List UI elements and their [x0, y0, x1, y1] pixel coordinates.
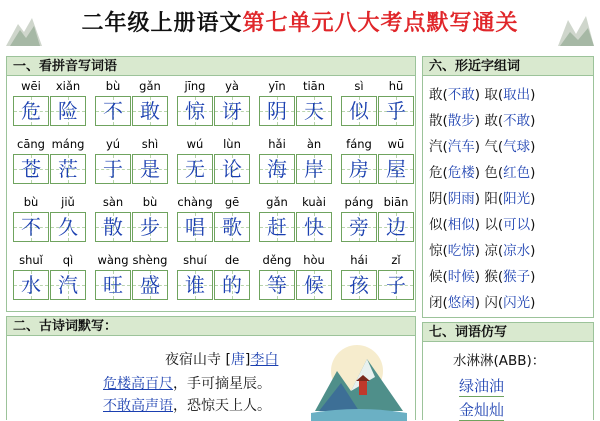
writing-grid-cell [50, 154, 86, 184]
pinyin-section [6, 56, 416, 312]
poem-author: 李白 [250, 352, 279, 368]
writing-grid-cell [132, 154, 168, 184]
written-character: 险 [58, 99, 78, 123]
written-character: 快 [304, 215, 324, 239]
pinyin-syllable: shuǐ [19, 253, 43, 267]
written-character: 茫 [58, 157, 78, 181]
answer-word: 闪光 [503, 295, 531, 311]
writing-grid-cell [95, 212, 131, 242]
writing-grid-cell [95, 154, 131, 184]
answer-word: 散步 [447, 113, 475, 129]
answer-word: 悠闲 [447, 295, 475, 311]
writing-grid-cell [13, 96, 49, 126]
poem-line [103, 395, 271, 415]
pinyin-syllable: shuí [183, 253, 207, 267]
written-character: 汽 [58, 273, 78, 297]
poem-heading: 夜宿山寺 [唐]李白 [165, 352, 279, 368]
written-character: 久 [58, 215, 78, 239]
writing-grid-cell [132, 212, 168, 242]
answer-word: 相似 [447, 217, 475, 233]
pinyin-syllable: biān [383, 195, 409, 209]
writing-grid-cell [378, 96, 414, 126]
written-character: 唱 [185, 215, 205, 239]
written-character: 海 [267, 157, 287, 181]
answer-word: 猴子 [503, 269, 531, 285]
poem-title: 夜宿山寺 [165, 352, 221, 368]
written-character: 乎 [386, 99, 406, 123]
writing-grid-cell [177, 154, 213, 184]
written-character: 苍 [21, 157, 41, 181]
pinyin-syllable: qì [62, 253, 74, 267]
pinyin-syllable: hái [350, 253, 368, 267]
poem-fill: 不敢高声语 [103, 398, 173, 414]
pinyin-syllable: kuài [302, 195, 326, 209]
pinyin-syllable: zǐ [391, 253, 401, 267]
char-pair-row: 敢(不敢) 取(取出) [429, 87, 536, 103]
written-character: 谁 [185, 273, 205, 297]
char-pair-row: 惊(吃惊) 凉(凉水) [429, 243, 536, 259]
poem-dynasty: 唐 [230, 352, 245, 368]
written-character: 论 [222, 157, 242, 181]
written-character: 水 [21, 273, 41, 297]
pinyin-syllable: yú [105, 137, 121, 151]
pinyin-syllable: hǎi [268, 137, 286, 151]
written-character: 无 [185, 157, 205, 181]
written-character: 房 [349, 157, 369, 181]
written-character: 盛 [140, 273, 160, 297]
answer-word: 时候 [447, 269, 475, 285]
answer-word: 阳光 [503, 191, 531, 207]
writing-grid-cell [341, 96, 377, 126]
pinyin-syllable: jiǔ [61, 195, 75, 209]
writing-grid-cell [378, 154, 414, 184]
answer-word: 不敢 [447, 87, 475, 103]
written-character: 是 [140, 157, 160, 181]
base-character: 敢 [484, 113, 498, 129]
writing-grid-cell [214, 270, 250, 300]
pinyin-syllable: hū [388, 79, 404, 93]
base-character: 以 [484, 217, 498, 233]
written-character: 似 [349, 99, 369, 123]
char-pair-row: 汽(汽车) 气(气球) [429, 139, 536, 155]
writing-grid-cell [13, 270, 49, 300]
writing-grid-cell [296, 212, 332, 242]
base-character: 闭 [429, 295, 443, 311]
writing-grid-cell [378, 212, 414, 242]
base-character: 凉 [484, 243, 498, 259]
base-character: 色 [484, 165, 498, 181]
writing-grid-cell [296, 96, 332, 126]
writing-grid-cell [50, 96, 86, 126]
written-character: 等 [267, 273, 287, 297]
page-title [0, 6, 600, 37]
char-pair-row: 候(时候) 猴(猴子) [429, 269, 536, 285]
written-character: 的 [222, 273, 242, 297]
writing-grid-cell [341, 212, 377, 242]
base-character: 散 [429, 113, 443, 129]
written-character: 不 [21, 215, 41, 239]
pinyin-section-title: 一、看拼音写词语 [6, 56, 416, 76]
written-character: 候 [304, 273, 324, 297]
pinyin-syllable: wū [387, 137, 405, 151]
char-pair-row: 似(相似) 以(可以) [429, 217, 536, 233]
answer-word: 红色 [503, 165, 531, 181]
poem-rest: ，恐惊天上人。 [173, 398, 271, 414]
writing-grid-cell [132, 96, 168, 126]
writing-grid-cell [214, 212, 250, 242]
pinyin-syllable: tiān [302, 79, 326, 93]
writing-grid-cell [214, 154, 250, 184]
pinyin-syllable: wú [186, 137, 204, 151]
pinyin-syllable: cāng [17, 137, 45, 151]
written-character: 于 [103, 157, 123, 181]
answer-word: 气球 [503, 139, 531, 155]
pinyin-syllable: bù [105, 79, 121, 93]
writing-grid-cell [296, 270, 332, 300]
pinyin-syllable: jīng [184, 79, 206, 93]
writing-grid-cell [177, 212, 213, 242]
written-character: 危 [21, 99, 41, 123]
base-character: 气 [484, 139, 498, 155]
header [0, 0, 600, 54]
pinyin-syllable: wēi [21, 79, 41, 93]
written-character: 孩 [349, 273, 369, 297]
writing-grid-cell [259, 270, 295, 300]
answer-word: 阴雨 [447, 191, 475, 207]
base-character: 猴 [484, 269, 498, 285]
writing-grid-cell [177, 270, 213, 300]
written-character: 屋 [386, 157, 406, 181]
word-pattern-title: 七、词语仿写 [422, 322, 594, 342]
written-character: 边 [386, 215, 406, 239]
answer-word: 吃惊 [447, 243, 475, 259]
similar-chars-section [422, 56, 594, 318]
answer-word: 可以 [503, 217, 531, 233]
written-character: 旁 [349, 215, 369, 239]
pinyin-syllable: sàn [102, 195, 124, 209]
pinyin-syllable: děng [262, 253, 292, 267]
pinyin-syllable: shèng [132, 253, 168, 267]
pinyin-syllable: gǎn [266, 195, 288, 209]
written-character: 敢 [140, 99, 160, 123]
written-character: 惊 [185, 99, 205, 123]
base-character: 阴 [429, 191, 443, 207]
writing-grid-cell [341, 270, 377, 300]
writing-grid-cell [95, 96, 131, 126]
pinyin-syllable: hòu [303, 253, 325, 267]
char-pair-row: 阴(阴雨) 阳(阳光) [429, 191, 536, 207]
similar-chars-title: 六、形近字组词 [422, 56, 594, 76]
temple-mountain-illustration-icon [311, 341, 407, 421]
pinyin-syllable: páng [344, 195, 374, 209]
pattern-answer: 金灿灿 [459, 401, 505, 419]
written-character: 阴 [267, 99, 287, 123]
written-character: 旺 [103, 273, 123, 297]
char-pair-row: 散(散步) 敢(不敢) [429, 113, 536, 129]
base-character: 敢 [429, 87, 443, 103]
writing-grid-cell [50, 270, 86, 300]
pinyin-syllable: gē [224, 195, 240, 209]
written-character: 子 [386, 273, 406, 297]
writing-grid-cell [13, 212, 49, 242]
pinyin-syllable: máng [51, 137, 85, 151]
pattern-example: 水淋淋(ABB)： [453, 353, 546, 369]
pinyin-syllable: de [224, 253, 240, 267]
pattern-answer: 绿油油 [459, 377, 505, 395]
poem-line [103, 373, 271, 393]
pinyin-syllable: bù [23, 195, 39, 209]
answer-word: 汽车 [447, 139, 475, 155]
written-character: 歌 [222, 215, 242, 239]
writing-grid-cell [296, 154, 332, 184]
written-character: 赶 [267, 215, 287, 239]
answer-word: 危楼 [447, 165, 475, 181]
title-part-grade: 二年级上册语文 [81, 10, 243, 36]
pinyin-syllable: gǎn [139, 79, 161, 93]
writing-grid-cell [50, 212, 86, 242]
char-pair-row: 闭(悠闲) 闪(闪光) [429, 295, 536, 311]
written-character: 天 [304, 99, 324, 123]
pinyin-syllable: fáng [346, 137, 372, 151]
poem-section-title: 二、古诗词默写： [6, 316, 416, 336]
writing-grid-cell [259, 212, 295, 242]
pinyin-syllable: sì [354, 79, 364, 93]
written-character: 岸 [304, 157, 324, 181]
written-character: 步 [140, 215, 160, 239]
base-character: 危 [429, 165, 443, 181]
base-character: 惊 [429, 243, 443, 259]
writing-grid-cell [214, 96, 250, 126]
writing-grid-cell [95, 270, 131, 300]
writing-grid-cell [259, 96, 295, 126]
answer-word: 不敢 [503, 113, 531, 129]
written-character: 不 [103, 99, 123, 123]
written-character: 讶 [222, 99, 242, 123]
pinyin-syllable: xiǎn [55, 79, 81, 93]
writing-grid-cell [177, 96, 213, 126]
base-character: 取 [484, 87, 498, 103]
answer-word: 凉水 [503, 243, 531, 259]
writing-grid-cell [13, 154, 49, 184]
pinyin-syllable: bù [142, 195, 158, 209]
poem-section [6, 316, 416, 420]
pinyin-syllable: yà [225, 79, 239, 93]
base-character: 似 [429, 217, 443, 233]
writing-grid-cell [378, 270, 414, 300]
base-character: 汽 [429, 139, 443, 155]
char-pair-row: 危(危楼) 色(红色) [429, 165, 536, 181]
pinyin-syllable: wàng [97, 253, 129, 267]
base-character: 阳 [484, 191, 498, 207]
answer-word: 取出 [503, 87, 531, 103]
written-character: 散 [103, 215, 123, 239]
pinyin-syllable: yīn [268, 79, 286, 93]
base-character: 候 [429, 269, 443, 285]
word-pattern-section [422, 322, 594, 420]
pinyin-syllable: lùn [223, 137, 241, 151]
pinyin-syllable: shì [141, 137, 159, 151]
pinyin-syllable: chàng [177, 195, 213, 209]
poem-rest: ，手可摘星辰。 [173, 376, 271, 392]
pinyin-syllable: àn [306, 137, 322, 151]
ink-mountain-decoration-icon [556, 2, 596, 52]
writing-grid-cell [259, 154, 295, 184]
base-character: 闪 [484, 295, 498, 311]
poem-fill: 危楼高百尺 [103, 376, 173, 392]
title-part-unit: 第七单元八大考点默写通关 [242, 10, 519, 36]
writing-grid-cell [341, 154, 377, 184]
writing-grid-cell [132, 270, 168, 300]
